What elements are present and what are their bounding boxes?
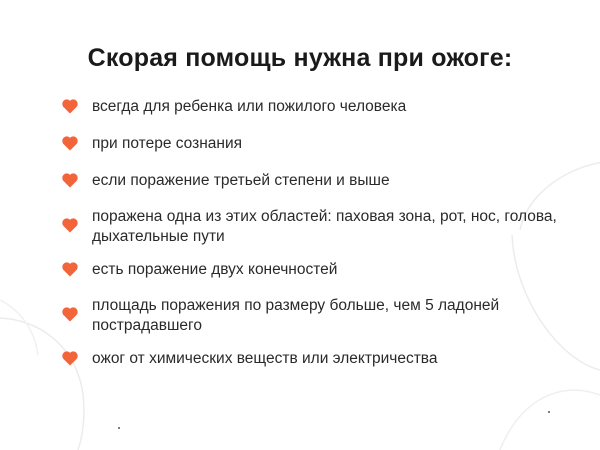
decorative-dot (548, 411, 550, 413)
heart-icon (62, 136, 78, 151)
heart-icon (62, 351, 78, 366)
list-item-text: есть поражение двух конечностей (92, 261, 338, 278)
list-item-text: площадь поражения по размеру больше, чем 5 ладоней пострадавшего (92, 297, 500, 334)
list-item-text: поражена одна из этих областей: паховая зона, рот, нос, голова, дыхательные пути (92, 208, 557, 245)
list-item-text: если поражение третьей степени и выше (92, 172, 390, 189)
list-item-text: ожог от химических веществ или электричества (92, 350, 438, 367)
list-item-text: всегда для ребенка или пожилого человека (92, 98, 407, 115)
heart-icon (62, 218, 78, 233)
page-title: Скорая помощь нужна при ожоге: (87, 44, 513, 72)
heart-icon (62, 99, 78, 114)
list-item-text: при потере сознания (92, 135, 243, 152)
decorative-dot (118, 427, 120, 429)
heart-icon (62, 307, 78, 322)
heart-icon (62, 173, 78, 188)
heart-icon (62, 262, 78, 277)
